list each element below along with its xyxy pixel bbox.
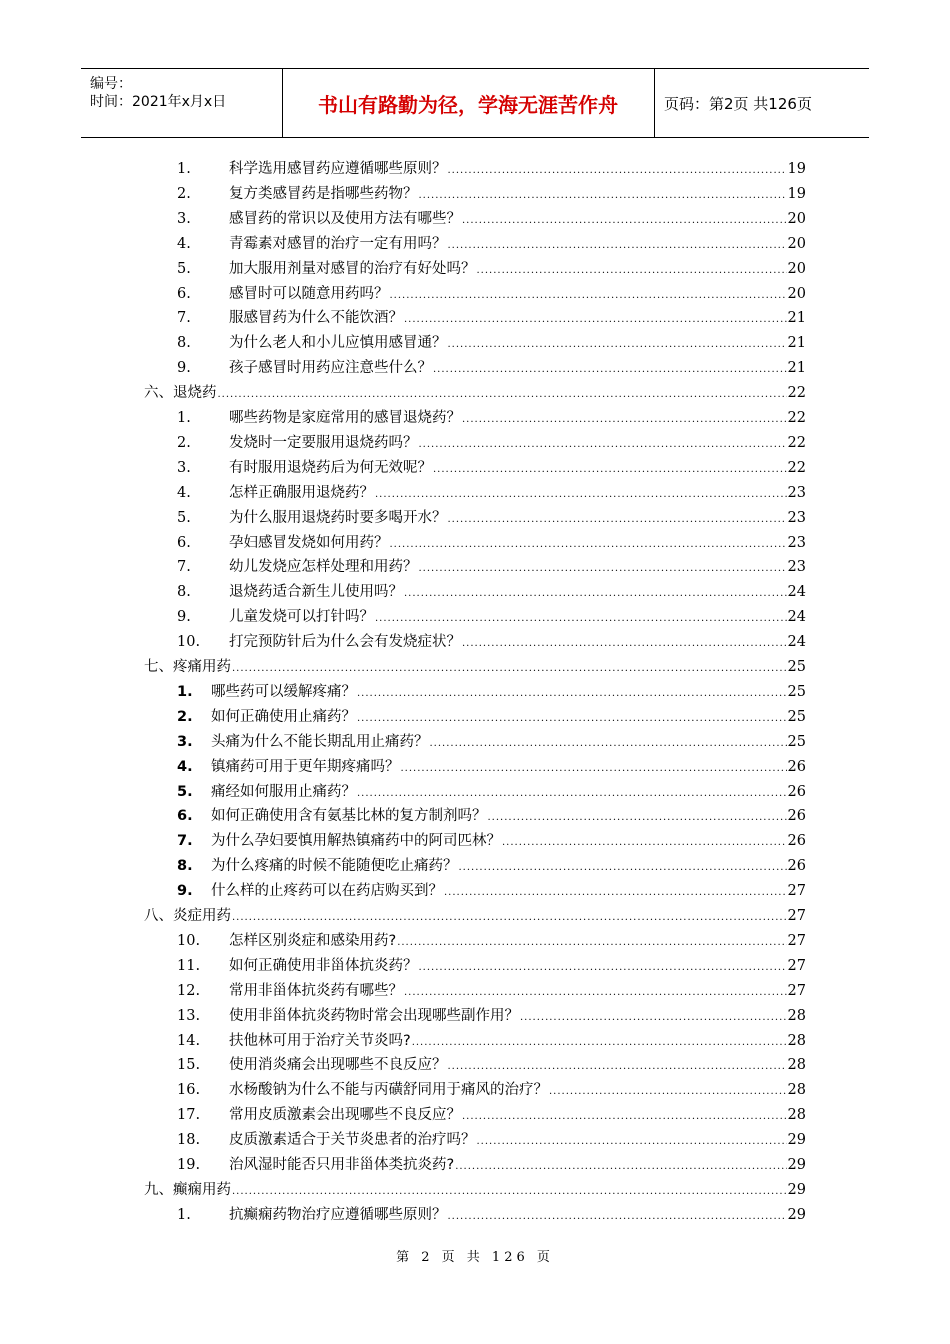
toc-leader-dots [462,409,787,431]
toc-number: 2. [177,708,193,725]
toc-number: 6. [177,808,193,825]
toc-title: 打完预防针后为什么会有发烧症状？ [229,634,461,651]
toc-title: 使用消炎痛会出现哪些不良反应？ [229,1057,447,1074]
toc-title: 疼痛用药 [173,659,231,675]
toc-number: 1. [177,161,191,177]
toc-number: 9. [177,360,191,377]
toc-leader-dots [448,235,787,257]
toc-entry[interactable] [177,731,806,753]
toc-entry[interactable] [177,880,806,902]
header-page-label: 页码：第2页 共126页 [664,94,812,113]
toc-leader-dots [390,285,787,307]
toc-page-number: 23 [787,484,806,501]
toc-title: 复方类感冒药是指哪些药物？ [229,185,418,202]
toc-page-number: 28 [787,1032,806,1049]
toc-number: 16. [177,1082,201,1099]
toc-section[interactable] [144,656,806,678]
toc-number: 9. [177,883,193,900]
toc-entry[interactable] [177,208,806,230]
toc-page-number: 24 [787,584,806,601]
toc-entry[interactable] [177,407,806,429]
toc-page-number: 20 [787,235,806,252]
toc-title: 服感冒药为什么不能饮酒？ [229,310,403,327]
toc-number: 6. [177,285,191,302]
toc-title: 感冒时可以随意用药吗？ [229,285,389,302]
toc-title: 为什么疼痛的时候不能随便吃止痛药？ [211,858,458,875]
toc-leader-dots [375,608,787,630]
toc-entry[interactable] [177,830,806,852]
toc-page-number: 23 [787,509,806,526]
toc-entry[interactable] [177,581,806,603]
toc-leader-dots [412,1032,787,1054]
header-meta [81,69,283,137]
toc-page-number: 21 [787,310,806,327]
toc-entry[interactable] [177,332,806,354]
toc-page-number: 28 [787,1082,806,1099]
toc-leader-dots [419,434,787,456]
toc-number: 5. [177,260,191,277]
toc-page-number: 22 [787,385,806,402]
toc-number: 19. [177,1157,201,1173]
toc-title: 水杨酸钠为什么不能与丙磺舒同用于痛风的治疗？ [229,1082,548,1099]
toc-title: 什么样的止疼药可以在药店购买到？ [211,883,443,900]
toc-leader-dots [397,932,786,954]
toc-entry[interactable] [177,805,806,827]
toc-entry[interactable] [177,532,806,554]
toc-title: 镇痛药可用于更年期疼痛吗？ [211,758,400,775]
toc-entry[interactable] [177,1030,806,1052]
toc-number: 12. [177,982,201,999]
toc-title: 儿童发烧可以打针吗？ [229,609,374,626]
toc-page-number: 23 [787,534,806,551]
toc-page-number: 19 [787,185,806,202]
toc-page-number: 29 [787,1181,806,1198]
toc-entry[interactable] [177,855,806,877]
toc-number: 1. [177,410,191,426]
toc-entry[interactable] [177,706,806,728]
toc-page-number: 22 [787,459,806,476]
toc-page-number: 29 [787,1132,806,1149]
toc-leader-dots [462,1106,787,1128]
toc-leader-dots [502,832,787,854]
toc-number: 8. [177,584,191,601]
toc-entry[interactable] [177,457,806,479]
toc-page-number: 25 [787,733,806,750]
toc-page-number: 28 [787,1007,806,1024]
toc-page-number: 27 [787,883,806,900]
toc-title: 治风湿时能否只用非甾体类抗炎药? [229,1157,455,1173]
toc-title: 如何正确使用止痛药？ [211,708,356,725]
toc-leader-dots [357,783,787,805]
toc-number: 17. [177,1107,201,1124]
toc-number: 8. [177,335,191,352]
toc-leader-dots [448,334,787,356]
toc-entry[interactable] [177,1054,806,1076]
toc-page-number: 25 [787,683,806,700]
toc-leader-dots [404,982,787,1004]
toc-entry[interactable] [177,955,806,977]
toc-title: 炎症用药 [173,908,231,924]
toc-number: 15. [177,1057,201,1074]
toc-page-number: 25 [787,708,806,725]
toc-leader-dots [375,484,787,506]
toc-entry[interactable] [177,781,806,803]
toc-page-number: 19 [787,161,806,177]
toc-page-number: 24 [787,609,806,626]
toc-leader-dots [448,160,787,182]
toc-title: 哪些药物是家庭常用的感冒退烧药？ [229,410,461,426]
toc-entry[interactable] [177,183,806,205]
toc-title: 怎样正确服用退烧药？ [229,484,374,501]
toc-page-number: 27 [787,982,806,999]
toc-title: 退烧药适合新生儿使用吗？ [229,584,403,601]
toc-title: 孩子感冒时用药应注意些什么？ [229,360,432,377]
toc-page-number: 20 [787,285,806,302]
toc-page-number: 26 [787,758,806,775]
toc-number: 4. [177,484,191,501]
toc-title: 加大服用剂量对感冒的治疗有好处吗？ [229,260,476,277]
toc-number: 1. [177,683,193,700]
toc-number: 6. [177,534,191,551]
toc-leader-dots [459,857,787,879]
toc-page-number: 23 [787,559,806,576]
toc-leader-dots [419,957,787,979]
toc-entry[interactable] [177,233,806,255]
toc-entry[interactable] [177,1079,806,1101]
toc-leader-dots [430,733,787,755]
toc-title: 为什么服用退烧药时要多喝开水？ [229,509,447,526]
toc-title: 感冒药的常识以及使用方法有哪些？ [229,210,461,227]
toc-leader-dots [404,583,787,605]
toc-title: 使用非甾体抗炎药物时常会出现哪些副作用？ [229,1007,519,1024]
toc-title: 癫痫用药 [173,1181,231,1198]
toc-leader-dots [520,1007,787,1029]
toc-entry[interactable] [177,756,806,778]
toc-leader-dots [390,534,787,556]
toc-entry[interactable] [177,1154,806,1176]
toc-number: 八、 [144,908,173,924]
toc-title: 哪些药可以缓解疼痛？ [211,683,356,700]
toc-page-number: 24 [787,634,806,651]
toc-title: 孕妇感冒发烧如何用药？ [229,534,389,551]
toc-number: 3. [177,210,191,227]
toc-entry[interactable] [177,432,806,454]
toc-entry[interactable] [177,1005,806,1027]
page-header [81,68,869,138]
toc-number: 4. [177,235,191,252]
toc-page-number: 26 [787,808,806,825]
toc-section[interactable] [144,382,806,404]
toc-title: 皮质激素适合于关节炎患者的治疗吗？ [229,1132,476,1149]
toc-page-number: 26 [787,833,806,850]
toc-number: 5. [177,783,193,800]
toc-title: 怎样区别炎症和感染用药? [229,932,397,949]
toc-leader-dots [232,658,787,680]
toc-leader-dots [218,384,787,406]
toc-entry[interactable] [177,482,806,504]
toc-title: 为什么孕妇要慎用解热镇痛药中的阿司匹林？ [211,833,501,850]
toc-entry[interactable] [177,258,806,280]
toc-leader-dots [462,633,787,655]
toc-number: 9. [177,609,191,626]
toc-leader-dots [462,210,787,232]
toc-leader-dots [477,260,787,282]
toc-entry[interactable] [177,1129,806,1151]
toc-leader-dots [401,758,787,780]
toc-entry[interactable] [177,283,806,305]
page-footer: 第 2 页 共 126 页 [396,1250,554,1265]
toc-page-number: 22 [787,434,806,451]
toc-leader-dots [419,185,787,207]
toc-title: 发烧时一定要服用退烧药吗？ [229,434,418,451]
toc-leader-dots [477,1131,787,1153]
toc-number: 7. [177,833,193,850]
header-motto: 书山有路勤为径，学海无涯苦作舟 [282,69,655,137]
toc-number: 1. [177,1206,191,1223]
toc-number: 10. [177,932,201,949]
toc-title: 有时服用退烧药后为何无效呢？ [229,459,432,476]
toc-title: 痛经如何服用止痛药？ [211,783,356,800]
toc-entry[interactable] [177,606,806,628]
toc-title: 幼儿发烧应怎样处理和用药？ [229,559,418,576]
toc-title: 扶他林可用于治疗关节炎吗? [229,1032,411,1049]
toc-number: 3. [177,459,191,476]
toc-number: 11. [177,957,201,974]
toc-leader-dots [455,1156,786,1178]
toc-title: 头痛为什么不能长期乱用止痛药？ [211,733,429,750]
toc-number: 7. [177,310,191,327]
toc-page-number: 25 [787,659,806,675]
toc-title: 抗癫痫药物治疗应遵循哪些原则？ [229,1206,447,1223]
toc-leader-dots [232,907,787,929]
toc-title: 如何正确使用非甾体抗炎药？ [229,957,418,974]
toc-page-number: 21 [787,335,806,352]
toc-entry[interactable] [177,1104,806,1126]
toc-leader-dots [448,1056,787,1078]
toc-number: 七、 [144,659,173,675]
toc-title: 常用非甾体抗炎药有哪些？ [229,982,403,999]
toc-title: 常用皮质激素会出现哪些不良反应？ [229,1107,461,1124]
toc-leader-dots [357,708,787,730]
toc-page-number: 26 [787,858,806,875]
toc-entry[interactable] [177,681,806,703]
toc-number: 六、 [144,385,173,402]
toc-entry[interactable] [177,307,806,329]
toc-leader-dots [488,807,787,829]
toc-entry[interactable] [177,158,806,180]
toc-section[interactable] [144,905,806,927]
toc-number: 2. [177,185,191,202]
toc-leader-dots [419,558,787,580]
toc-number: 8. [177,858,193,875]
toc-page-number: 29 [787,1206,806,1223]
toc-page-number: 28 [787,1057,806,1074]
toc-page-number: 29 [787,1157,806,1173]
toc-page-number: 20 [787,260,806,277]
toc-title: 为什么老人和小儿应慎用感冒通？ [229,335,447,352]
toc-number: 九、 [144,1181,173,1198]
toc-number: 18. [177,1132,201,1149]
toc-title: 青霉素对感冒的治疗一定有用吗？ [229,235,447,252]
toc-page-number: 27 [787,932,806,949]
toc-number: 3. [177,733,193,750]
toc-entry[interactable] [177,980,806,1002]
toc-title: 退烧药 [173,385,217,402]
toc-page-number: 27 [787,908,806,924]
toc-title: 如何正确使用含有氨基比林的复方制剂吗？ [211,808,487,825]
toc-section[interactable] [144,1179,806,1201]
toc-title: 科学选用感冒药应遵循哪些原则？ [229,161,447,177]
toc-leader-dots [433,459,787,481]
serial-label: 编号： [90,76,132,92]
toc-page-number: 20 [787,210,806,227]
toc-number: 14. [177,1032,201,1049]
toc-number: 2. [177,434,191,451]
toc-leader-dots [448,509,787,531]
toc-entry[interactable] [177,930,806,952]
toc-entry[interactable] [177,631,806,653]
toc-page-number: 27 [787,957,806,974]
toc-leader-dots [448,1206,787,1228]
toc-number: 4. [177,758,193,775]
toc-leader-dots [444,882,787,904]
toc-page-number: 21 [787,360,806,377]
toc-entry[interactable] [177,507,806,529]
toc-entry[interactable] [177,357,806,379]
toc-leader-dots [232,1181,787,1203]
toc-number: 5. [177,509,191,526]
toc-number: 7. [177,559,191,576]
toc-number: 10. [177,634,201,651]
toc-leader-dots [549,1081,787,1103]
toc-leader-dots [433,359,787,381]
toc-number: 13. [177,1007,201,1024]
toc-page-number: 28 [787,1107,806,1124]
toc-entry[interactable] [177,556,806,578]
time-label: 时间：2021年x月x日 [90,94,227,110]
toc-leader-dots [404,309,787,331]
toc-entry[interactable] [177,1204,806,1226]
toc-page-number: 22 [787,410,806,426]
toc-page-number: 26 [787,783,806,800]
toc-leader-dots [357,683,787,705]
